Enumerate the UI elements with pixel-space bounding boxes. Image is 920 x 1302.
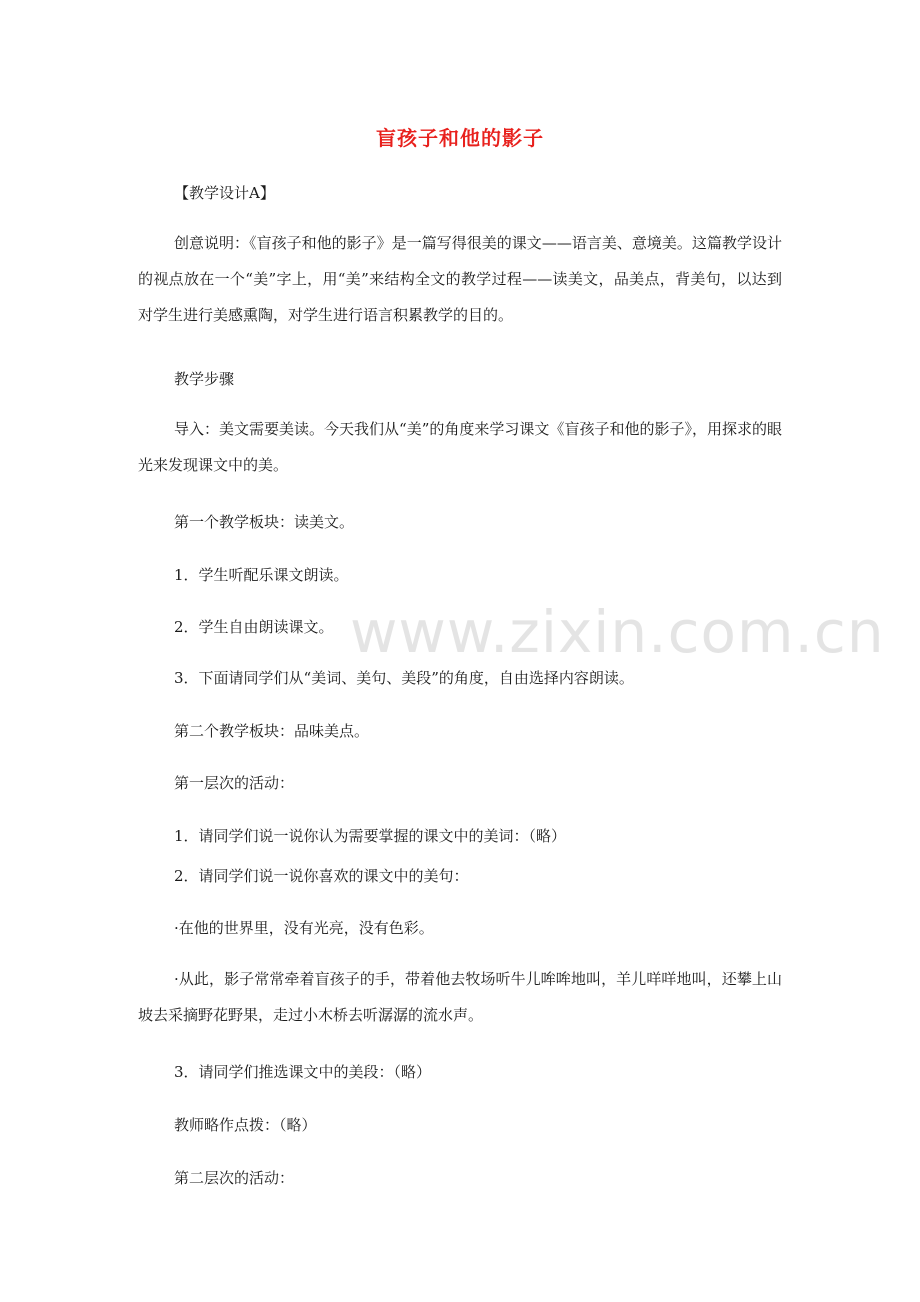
block1-item: 2．学生自由朗读课文。: [174, 618, 334, 636]
level2-heading: 第二层次的活动：: [174, 1169, 295, 1187]
block1-heading: 第一个教学板块：读美文。: [174, 513, 355, 531]
block1-item: 1．学生听配乐课文朗读。: [174, 566, 349, 584]
quote-sentence: ·在他的世界里，没有光亮，没有色彩。: [174, 919, 434, 937]
level1-heading: 第一层次的活动：: [174, 774, 295, 792]
intro-paragraph: 导入：美文需要美读。今天我们从“美”的角度来学习课文《盲孩子和他的影子》，用探求的眼光来发现课文中的美。: [138, 420, 782, 474]
teacher-note: 教师略作点拨：（略）: [174, 1116, 317, 1134]
quote-sentence-long: ·从此，影子常常牵着盲孩子的手，带着他去牧场听牛儿哞哞地叫，羊儿咩咩地叫，还攀上山坡去采摘野花野果，走过小木桥去听潺潺的流水声。: [138, 970, 782, 1024]
steps-heading: 教学步骤: [174, 370, 235, 388]
creative-note-paragraph: 创意说明：《盲孩子和他的影子》是一篇写得很美的课文——语言美、意境美。这篇教学设计的视点放在一个“美”字上，用“美”来结构全文的教学过程——读美文，品美点，背美句，以达到对学生进行美感熏陶，对学生进行语言积累教学的目的。: [138, 234, 782, 324]
level1-item: 1．请同学们说一说你认为需要掌握的课文中的美词：（略）: [174, 827, 567, 845]
document-title: 盲孩子和他的影子: [376, 126, 544, 150]
block2-heading: 第二个教学板块：品味美点。: [174, 722, 370, 740]
block1-item: 3．下面请同学们从“美词、美句、美段”的角度，自由选择内容朗读。: [174, 669, 634, 687]
level1-item: 3．请同学们推选课文中的美段：（略）: [174, 1063, 432, 1081]
section-tag: 【教学设计A】: [174, 184, 275, 202]
watermark: www.zixin.com.cn: [350, 598, 885, 666]
level1-item: 2．请同学们说一说你喜欢的课文中的美句：: [174, 867, 469, 885]
